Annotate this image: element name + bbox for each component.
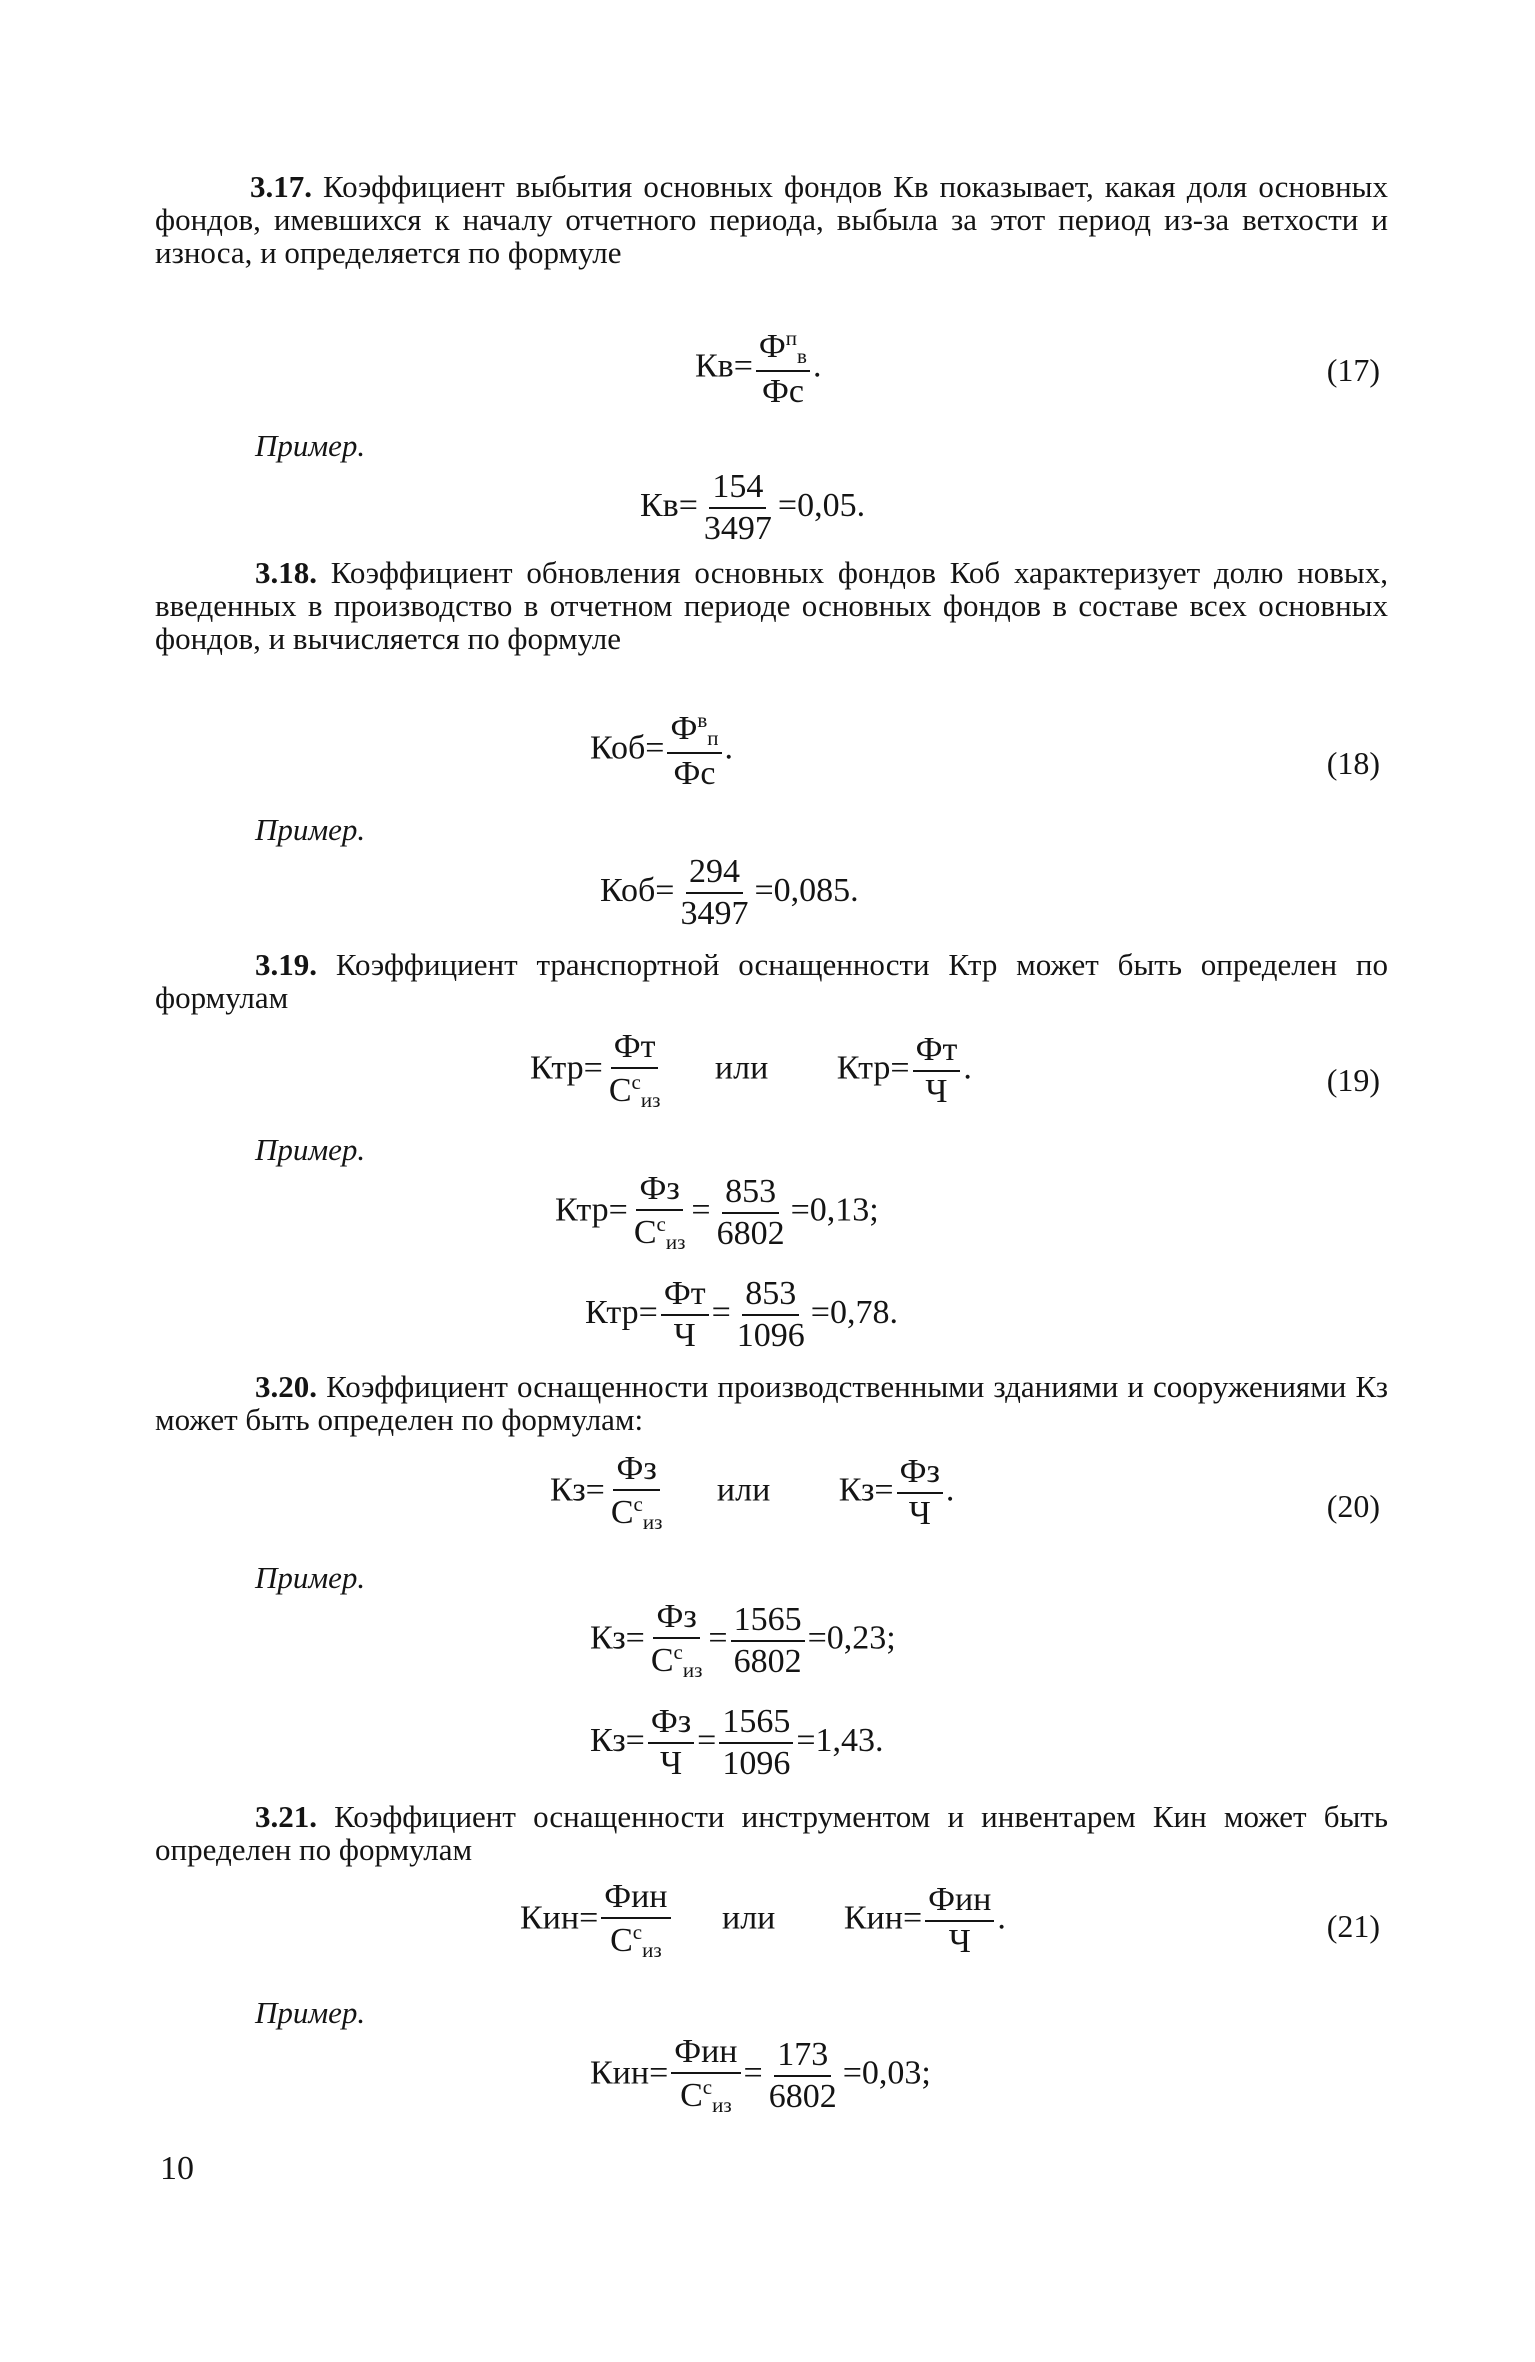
or-word: или: [716, 1471, 771, 1509]
denominator: 1096: [736, 1317, 805, 1354]
paragraph-3-20: [155, 1370, 1388, 1436]
subscript: из: [712, 2093, 732, 2117]
denominator: С: [610, 1494, 634, 1531]
formula-number-17: (17): [1326, 352, 1380, 388]
paragraph-text: Коэффициент оснащенности производственными зданиями и сооружениями Кз может быть определен по формулам:: [155, 1369, 1388, 1437]
numerator: 294: [686, 855, 743, 894]
denominator: С: [680, 2077, 703, 2114]
fraction: [601, 1880, 670, 1961]
fraction: [731, 1600, 805, 1680]
fraction: [606, 1030, 664, 1111]
example-label: Пример.: [255, 1995, 366, 2030]
fraction: [714, 1172, 788, 1252]
example-lhs: Кз=: [590, 1619, 645, 1657]
example-lhs: Кин=: [590, 2054, 669, 2092]
formula-tail: .: [724, 729, 734, 767]
numerator: Фз: [636, 1172, 682, 1211]
example-label: Пример.: [255, 428, 366, 463]
example-lhs: Коб=: [600, 871, 675, 909]
formula-lhs: Коб=: [590, 729, 665, 767]
numerator: 1565: [719, 1705, 793, 1744]
numerator: Фт: [661, 1277, 709, 1316]
numerator: Фин: [925, 1883, 994, 1922]
denominator: Фс: [761, 373, 804, 410]
numerator: 173: [774, 2038, 831, 2077]
fraction: [719, 1705, 793, 1781]
superscript: в: [697, 708, 708, 732]
formula-21: [520, 1880, 1006, 1961]
example-lhs: Ктр=: [585, 1293, 658, 1331]
formula-lhs: Кв=: [695, 347, 753, 385]
denominator: Фс: [673, 755, 716, 792]
fraction: [897, 1452, 943, 1532]
formula-lhs: Кин=: [520, 1899, 599, 1937]
formula-number-21: (21): [1326, 1908, 1380, 1944]
numerator: Ф: [758, 328, 786, 365]
fraction: [756, 328, 810, 409]
subscript: из: [640, 1088, 661, 1112]
formula-lhs: Ктр=: [836, 1049, 910, 1087]
formula-tail: .: [945, 1471, 955, 1509]
numerator: 853: [742, 1277, 799, 1316]
superscript: с: [702, 2075, 713, 2099]
formula-lhs: Кз=: [550, 1471, 605, 1509]
denominator: 1096: [722, 1745, 791, 1782]
paragraph-text: Коэффициент выбытия основных фондов Кв показывает, какая доля основных фондов, имевшихся к началу отчетного периода, выбыла за этот период из-за ветхости и износа, и определяется по формуле: [155, 169, 1388, 270]
fraction: [648, 1600, 706, 1681]
formula-tail: .: [997, 1899, 1006, 1937]
example-label: Пример.: [255, 1132, 366, 1167]
numerator: 154: [709, 470, 766, 509]
section-number: 3.17.: [250, 169, 312, 204]
numerator: Фз: [648, 1705, 694, 1744]
section-number: 3.21.: [255, 1799, 317, 1834]
formula-lhs: Кз=: [838, 1471, 894, 1509]
fraction: [661, 1277, 709, 1353]
denominator: С: [608, 1072, 632, 1109]
fraction: [648, 1705, 694, 1781]
example-rhs: =0,23;: [807, 1619, 896, 1657]
denominator: С: [633, 1214, 657, 1251]
formula-number-20: (20): [1326, 1488, 1380, 1524]
subscript: из: [665, 1230, 686, 1254]
example-17: [640, 470, 865, 546]
fraction: [671, 2035, 740, 2116]
paragraph-text: Коэффициент транспортной оснащенности Ктр может быть определен по формулам: [155, 947, 1389, 1015]
numerator: Фт: [913, 1033, 961, 1072]
numerator: Фз: [613, 1452, 659, 1491]
superscript: с: [673, 1640, 683, 1664]
numerator: 1565: [731, 1603, 805, 1642]
example-lhs: Кз=: [590, 1721, 645, 1759]
subscript: из: [682, 1658, 703, 1682]
paragraph-3-18: [155, 556, 1388, 655]
fraction: [677, 855, 751, 931]
superscript: с: [631, 1070, 641, 1094]
superscript: с: [633, 1492, 643, 1516]
subscript: в: [797, 344, 807, 368]
example-20-b: Кз= $\frac{Фз}{Ч}$ = $\frac{1565}{1096}$ =1,43.: [590, 1703, 884, 1782]
denominator: С: [610, 1922, 633, 1959]
denominator: Ч: [673, 1317, 696, 1354]
denominator: Ч: [925, 1072, 948, 1110]
section-number: 3.19.: [255, 947, 317, 982]
paragraph-3-19: [155, 948, 1388, 1014]
example-18: [600, 855, 859, 931]
paragraph-text: Коэффициент оснащенности инструментом и инвентарем Кин может быть определен по формулам: [155, 1799, 1388, 1867]
superscript: п: [785, 326, 798, 350]
formula-17: [695, 328, 821, 409]
fraction: [608, 1452, 666, 1533]
denominator: 6802: [733, 1642, 802, 1680]
paragraph-3-17: [155, 170, 1388, 269]
numerator: Ф: [670, 710, 698, 747]
subscript: из: [642, 1510, 663, 1534]
section-number: 3.20.: [255, 1369, 317, 1404]
example-rhs: =1,43.: [796, 1721, 884, 1759]
example-label: Пример.: [255, 812, 366, 847]
numerator: Фин: [601, 1880, 670, 1919]
example-21-a: Кин= $\frac{\text{Фин}}{С^с_{из}}$ = $\frac{173}{6802}$ =0,03;: [590, 2033, 931, 2117]
formula-number-18: (18): [1326, 745, 1380, 781]
example-19-b: Ктр= $\frac{Фт}{Ч}$ = $\frac{853}{1096}$ =0,78.: [585, 1275, 898, 1354]
numerator: Фт: [611, 1030, 659, 1069]
fraction: [913, 1030, 961, 1110]
numerator: Фин: [671, 2035, 740, 2074]
example-rhs: =0,05.: [777, 486, 866, 524]
formula-lhs: Ктр=: [530, 1049, 603, 1087]
example-19-a: Ктр= $\frac{Фз}{С^с_{из}}$ = $\frac{853}{6802}$ =0,13;: [555, 1170, 879, 1254]
denominator: Ч: [948, 1922, 971, 1960]
denominator: 3497: [680, 895, 749, 932]
subscript: п: [707, 726, 719, 750]
example-rhs: =0,78.: [810, 1293, 898, 1331]
example-rhs: =0,13;: [790, 1191, 879, 1229]
formula-19: [530, 1030, 972, 1111]
paragraph-3-21: [155, 1800, 1388, 1866]
denominator: 3497: [703, 510, 772, 547]
fraction: [667, 710, 721, 791]
paragraph-text: Коэффициент обновления основных фондов Коб характеризует долю новых, введенных в производство в отчетном периоде основных фондов в составе всех основных фондов, и вычисляется по формуле: [155, 555, 1389, 656]
denominator: Ч: [659, 1745, 683, 1782]
subscript: из: [642, 1938, 662, 1962]
fraction: [925, 1880, 994, 1960]
example-lhs: Ктр=: [555, 1191, 628, 1229]
denominator: 6802: [716, 1214, 785, 1252]
formula-18: [590, 710, 733, 791]
numerator: Фз: [897, 1455, 943, 1494]
example-rhs: =0,03;: [842, 2054, 931, 2092]
formula-tail: .: [812, 347, 822, 385]
section-number: 3.18.: [255, 555, 317, 590]
formula-20: [550, 1452, 954, 1533]
example-20-a: Кз= $\frac{Фз}{С^с_{из}}$ = $\frac{1565}{6802}$ =0,23;: [590, 1598, 896, 1682]
fraction: [766, 2035, 840, 2115]
denominator: С: [650, 1642, 674, 1679]
page-number: 10: [160, 2150, 194, 2187]
denominator: 6802: [768, 2077, 837, 2115]
denominator: Ч: [908, 1494, 931, 1532]
superscript: с: [656, 1212, 666, 1236]
or-word: или: [714, 1049, 769, 1087]
formula-tail: .: [963, 1049, 972, 1087]
superscript: с: [632, 1920, 643, 1944]
fraction: [734, 1277, 808, 1353]
example-rhs: =0,085.: [754, 871, 859, 909]
formula-lhs: Кин=: [843, 1899, 923, 1937]
example-label: Пример.: [255, 1560, 366, 1595]
or-word: или: [722, 1899, 776, 1937]
numerator: 853: [722, 1175, 779, 1214]
fraction: [701, 470, 775, 546]
fraction: [631, 1172, 689, 1253]
example-lhs: Кв=: [640, 486, 698, 524]
formula-number-19: (19): [1326, 1062, 1380, 1098]
numerator: Фз: [653, 1600, 699, 1639]
